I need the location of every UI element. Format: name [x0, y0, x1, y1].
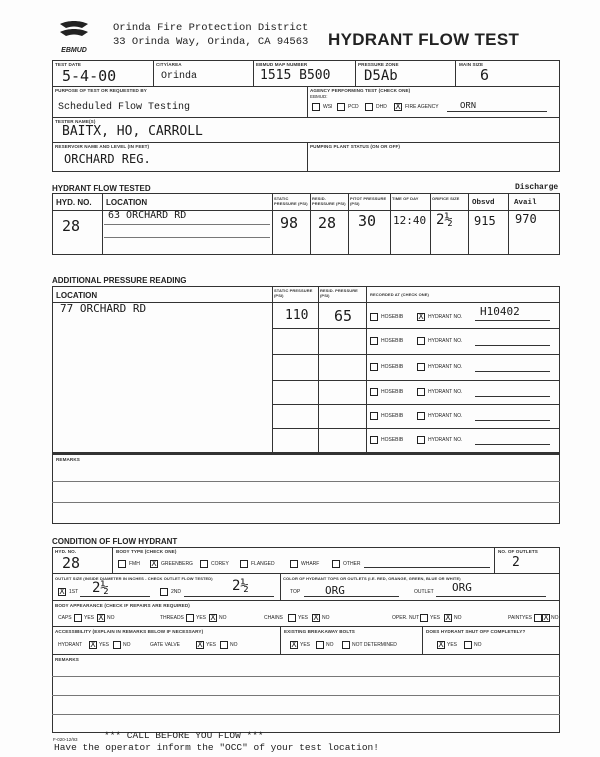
no-outlets-value: 2: [512, 555, 520, 570]
chains-yes-checkbox[interactable]: [288, 614, 296, 622]
shutoff-yes-label: YES: [447, 642, 458, 648]
additional-remarks-label: REMARKS: [56, 457, 80, 462]
logo-text: EBMUD: [61, 47, 87, 54]
body-other-label: OTHER: [343, 561, 361, 567]
access-hydrant-no-label: NO: [123, 642, 131, 648]
col-orifice: ORIFICE SIZE: [432, 196, 460, 201]
reservoir-label: RESERVOIR NAME AND LEVEL (IN FEET): [55, 144, 150, 149]
row2-hosebib-checkbox[interactable]: [370, 337, 378, 345]
caps-yes-label: YES: [84, 615, 95, 621]
flow-orifice: 2½: [436, 212, 453, 228]
add-row1-static: 110: [285, 308, 309, 323]
col-avail: Avail: [514, 199, 537, 207]
flow-obsvd: 915: [474, 214, 496, 228]
pressure-zone-label: PRESSURE ZONE: [358, 62, 399, 67]
body-wharf-label: WHARF: [301, 561, 320, 567]
breakaway-nd-label: NOT DETERMINED: [352, 642, 397, 648]
access-hydrant-yes-checkbox[interactable]: X: [90, 640, 96, 649]
agency-dhd-checkbox[interactable]: [365, 103, 373, 111]
main-size-value: 6: [480, 66, 490, 84]
outlet-value: ORG: [452, 581, 472, 594]
col-hyd-no: HYD. NO.: [56, 198, 92, 207]
map-number-label: EBMUD MAP NUMBER: [256, 62, 308, 67]
purpose-label: PURPOSE OF TEST OR REQUESTED BY: [55, 88, 147, 93]
body-wharf-checkbox[interactable]: [290, 560, 298, 568]
access-hydrant-yes-label: YES: [99, 642, 110, 648]
access-hydrant-no-checkbox[interactable]: [113, 641, 121, 649]
gate-valve-yes-label: YES: [206, 642, 217, 648]
paint-no-label: NO: [551, 615, 559, 621]
org-name: Orinda Fire Protection District: [113, 22, 309, 34]
oper-nut-no-checkbox[interactable]: X: [445, 613, 451, 622]
outlet-1st-checkbox[interactable]: X: [59, 587, 65, 596]
oper-nut-no-label: NO: [454, 615, 462, 621]
top-value: ORG: [325, 584, 345, 597]
agency-fire-checkbox[interactable]: X: [395, 102, 401, 111]
add-col-recorded: RECORDED AT (CHECK ONE): [370, 292, 429, 297]
flow-tested-title: HYDRANT FLOW TESTED: [52, 184, 151, 193]
threads-no-checkbox[interactable]: X: [210, 613, 216, 622]
body-fmh-checkbox[interactable]: [118, 560, 126, 568]
flow-resid: 28: [318, 214, 337, 232]
oper-nut-label: OPER. NUT: [392, 615, 420, 621]
tester-label: TESTER NAME(S): [55, 119, 96, 124]
breakaway-yes-checkbox[interactable]: X: [291, 640, 297, 649]
agency-option-fire: FIRE AGENCY: [405, 104, 439, 110]
shutoff-no-label: NO: [474, 642, 482, 648]
threads-yes-checkbox[interactable]: [186, 614, 194, 622]
row3-hydrant-checkbox[interactable]: [417, 363, 425, 371]
threads-label: THREADS: [160, 615, 184, 621]
breakaway-no-label: NO: [326, 642, 334, 648]
shutoff-yes-checkbox[interactable]: X: [438, 640, 444, 649]
gate-valve-label: GATE VALVE: [150, 642, 181, 648]
caps-no-checkbox[interactable]: X: [98, 613, 104, 622]
test-date-label: TEST DATE: [55, 62, 82, 67]
reservoir-value: ORCHARD REG.: [64, 152, 151, 166]
breakaway-yes-label: YES: [300, 642, 311, 648]
row5-hydrant-checkbox[interactable]: [417, 412, 425, 420]
row6-hydrant-label: HYDRANT NO.: [428, 437, 463, 443]
threads-no-label: NO: [219, 615, 227, 621]
row3-hosebib-checkbox[interactable]: [370, 363, 378, 371]
col-location: LOCATION: [106, 198, 148, 207]
col-obsvd: Obsvd: [472, 199, 495, 207]
agency-wsi-checkbox[interactable]: [312, 103, 320, 111]
body-type-label: BODY TYPE (CHECK ONE): [116, 549, 177, 554]
oper-nut-yes-label: YES: [430, 615, 441, 621]
body-greenberg-checkbox[interactable]: X: [151, 559, 157, 568]
agency-option-ebmud: EBMUD:: [310, 94, 328, 99]
body-flanged-checkbox[interactable]: [240, 560, 248, 568]
map-number-value: 1515 B500: [260, 68, 331, 83]
gate-valve-yes-checkbox[interactable]: X: [197, 640, 203, 649]
row4-hosebib-label: HOSEBIB: [381, 389, 404, 395]
row6-hosebib-label: HOSEBIB: [381, 437, 404, 443]
row1-hosebib-label: HOSEBIB: [381, 314, 404, 320]
access-hydrant-label: HYDRANT: [58, 642, 83, 648]
main-size-label: MAIN SIZE: [459, 62, 484, 67]
row1-hydrant-no-value: H10402: [480, 305, 520, 318]
outlet-label: OUTLET: [414, 589, 434, 595]
row5-hosebib-checkbox[interactable]: [370, 412, 378, 420]
shutoff-label: DOES HYDRANT SHUT OFF COMPLETELY?: [426, 629, 526, 634]
condition-remarks-label: REMARKS: [55, 657, 79, 662]
agency-option-dhd: DHD: [376, 104, 387, 110]
ebmud-logo-icon: [52, 20, 96, 42]
oper-nut-yes-checkbox[interactable]: [420, 614, 428, 622]
purpose-value: Scheduled Flow Testing: [58, 102, 191, 113]
threads-yes-label: YES: [196, 615, 207, 621]
add-col-static: STATIC PRESSURE (PSI): [274, 288, 313, 298]
condition-title: CONDITION OF FLOW HYDRANT: [52, 537, 178, 546]
row2-hydrant-checkbox[interactable]: [417, 337, 425, 345]
add-row1-resid: 65: [334, 307, 353, 325]
row4-hydrant-checkbox[interactable]: [417, 388, 425, 396]
flow-location: 63 ORCHARD RD: [108, 210, 187, 221]
top-label: TOP: [290, 589, 301, 595]
additional-title: ADDITIONAL PRESSURE READING: [52, 276, 187, 285]
caps-label: CAPS: [58, 615, 72, 621]
agency-value: ORN: [460, 101, 477, 111]
additional-remarks-box[interactable]: [52, 454, 560, 524]
outlet-2nd-label: 2ND: [171, 589, 182, 595]
flow-hyd-no: 28: [62, 217, 81, 235]
row1-hosebib-checkbox[interactable]: [370, 313, 378, 321]
add-col-resid: RESID. PRESSURE (PSI): [320, 288, 358, 298]
pumping-label: PUMPING PLANT STATUS (ON OR OFF): [310, 144, 401, 149]
shutoff-no-checkbox[interactable]: [464, 641, 472, 649]
outlet-1st-value: 2½: [92, 580, 109, 596]
body-other-checkbox[interactable]: [332, 560, 340, 568]
row4-hosebib-checkbox[interactable]: [370, 388, 378, 396]
row5-hosebib-label: HOSEBIB: [381, 413, 404, 419]
appearance-label: BODY APPEARANCE (CHECK IF REPAIRS ARE REQUIRED): [55, 603, 190, 608]
footer-operator-note: Have the operator inform the "OCC" of your test location!: [54, 742, 379, 753]
outlet-2nd-checkbox[interactable]: [160, 588, 168, 596]
col-static: STATIC PRESSURE (PSI): [274, 196, 308, 206]
chains-yes-label: YES: [298, 615, 309, 621]
no-outlets-label: NO. OF OUTLETS: [498, 549, 538, 554]
flow-time: 12:40: [393, 214, 427, 227]
add-col-location: LOCATION: [56, 291, 98, 300]
logo: [52, 20, 96, 54]
col-pitot: PITOT PRESSURE (PSI): [350, 196, 387, 206]
body-flanged-label: FLANGED: [251, 561, 275, 567]
outlet-1st-label: 1ST: [69, 589, 79, 595]
body-corey-checkbox[interactable]: [200, 560, 208, 568]
accessibility-label: ACCESSIBILITY (EXPLAIN IN REMARKS BELOW IF NECESSARY): [55, 629, 204, 634]
caps-yes-checkbox[interactable]: [74, 614, 82, 622]
pressure-zone-value: D5Ab: [364, 68, 398, 84]
row3-hosebib-label: HOSEBIB: [381, 364, 404, 370]
breakaway-no-checkbox[interactable]: [316, 641, 324, 649]
caps-no-label: NO: [107, 615, 115, 621]
agency-label: AGENCY PERFORMING TEST (CHECK ONE): [310, 88, 411, 93]
flow-pitot: 30: [358, 212, 377, 230]
agency-option-pcd: PCD: [348, 104, 359, 110]
gate-valve-no-checkbox[interactable]: [220, 641, 228, 649]
flow-static: 98: [280, 214, 299, 232]
cond-hyd-no-value: 28: [62, 554, 81, 572]
row1-hydrant-label: HYDRANT NO.: [428, 314, 463, 320]
breakaway-label: EXISTING BREAKAWAY BOLTS: [284, 629, 355, 634]
org-address: 33 Orinda Way, Orinda, CA 94563: [113, 36, 309, 48]
row2-hydrant-label: HYDRANT NO.: [428, 338, 463, 344]
body-corey-label: COREY: [211, 561, 229, 567]
chains-no-checkbox[interactable]: X: [313, 613, 319, 622]
condition-remarks-area[interactable]: [53, 664, 559, 732]
paint-label: PAINT: [508, 615, 523, 621]
form-number: F-020-12/93: [53, 737, 78, 742]
row3-hydrant-label: HYDRANT NO.: [428, 364, 463, 370]
outlet-size-label: OUTLET SIZE (INSIDE DIAMETER IN INCHES - CHECK OUTLET FLOW TESTED): [55, 576, 213, 581]
row6-hydrant-checkbox[interactable]: [417, 436, 425, 444]
row5-hydrant-label: HYDRANT NO.: [428, 413, 463, 419]
row4-hydrant-label: HYDRANT NO.: [428, 389, 463, 395]
body-greenberg-label: GREENBERG: [161, 561, 193, 567]
agency-pcd-checkbox[interactable]: [337, 103, 345, 111]
footer-call-before: *** CALL BEFORE YOU FLOW ***: [104, 730, 264, 741]
chains-label: CHAINS: [264, 615, 283, 621]
col-resid: RESID. PRESSURE (PSI): [312, 196, 346, 206]
color-label: COLOR OF HYDRANT TOPS OR OUTLETS (I.E. RED, ORANGE, GREEN, BLUE OR WHITE): [283, 576, 461, 581]
gate-valve-no-label: NO: [230, 642, 238, 648]
cond-hyd-no-label: HYD. NO.: [55, 549, 77, 554]
tester-value: BAITX, HO, CARROLL: [62, 124, 203, 139]
outlet-2nd-value: 2½: [232, 578, 249, 594]
row1-hydrant-checkbox[interactable]: X: [418, 312, 424, 321]
paint-yes-label: YES: [522, 615, 533, 621]
col-time: TIME OF DAY: [392, 196, 419, 201]
body-fmh-label: FMH: [129, 561, 140, 567]
paint-no-checkbox[interactable]: X: [543, 613, 549, 622]
city-label: CITY/AREA: [156, 62, 182, 67]
paint-yes-checkbox[interactable]: [534, 614, 542, 622]
discharge-label: Discharge: [515, 183, 559, 192]
test-date-value: 5-4-00: [62, 67, 117, 85]
form-title: HYDRANT FLOW TEST: [328, 30, 520, 49]
breakaway-nd-checkbox[interactable]: [342, 641, 350, 649]
row6-hosebib-checkbox[interactable]: [370, 436, 378, 444]
row2-hosebib-label: HOSEBIB: [381, 338, 404, 344]
chains-no-label: NO: [322, 615, 330, 621]
add-row1-location: 77 ORCHARD RD: [60, 302, 147, 315]
city-value: Orinda: [161, 71, 198, 82]
agency-option-wsi: WSI: [323, 104, 333, 110]
flow-avail: 970: [515, 212, 537, 226]
